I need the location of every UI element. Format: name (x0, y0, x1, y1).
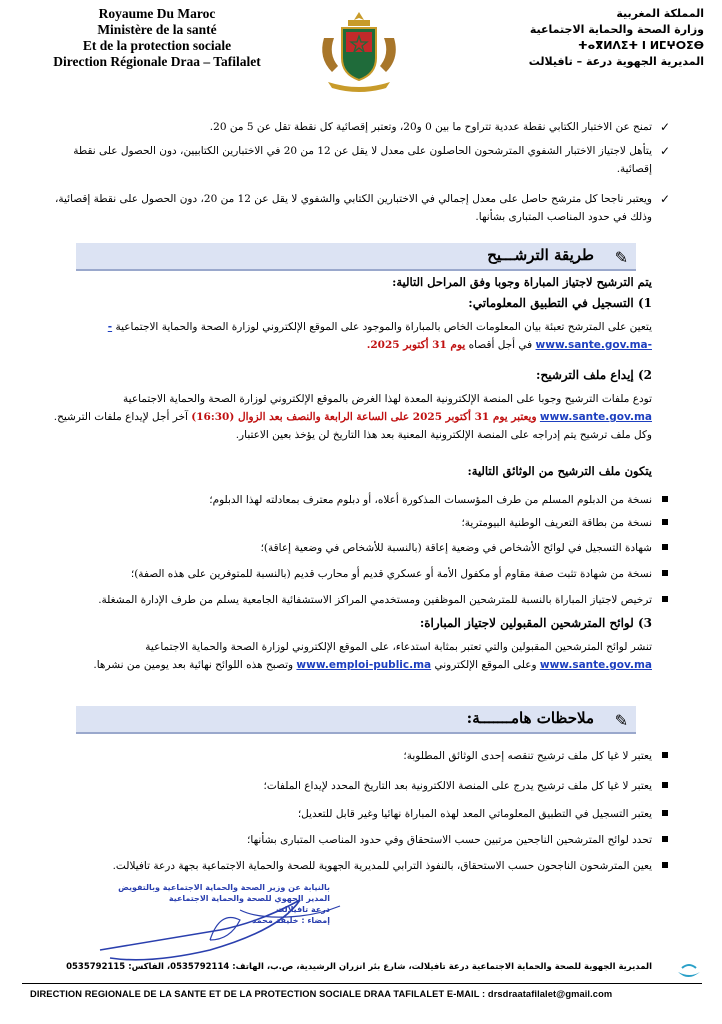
signature-line: إمضاء : خليفة محمد (252, 916, 330, 925)
step-number: 3) (637, 616, 652, 630)
square-bullet-icon (662, 752, 668, 758)
document-text: ترخيص لاجتياز المباراة بالنسبة للمترشحين الموظفين ومستخدمي المراكز الاستشفائية الجامعية يسلم من طرف الإدارة المشغلة. (98, 594, 652, 606)
document-text: نسخة من الدبلوم المسلم من طرف المؤسسات المذكورة أعلاه، أو دبلوم معترف بمعادلته لهذا الدبلوم؛ (209, 494, 652, 506)
square-bullet-icon (662, 836, 668, 842)
rule-item (52, 142, 670, 178)
sante-link[interactable]: www.sante.gov.ma (539, 411, 652, 423)
rule-text: يتأهل لاجتياز الاختبار الشفوي المترشحون الحاصلون على معدل لا يقل عن 12 من 20 في الاختبارين الكتابيين، دون الحصول على نقطة إقصائية. (73, 145, 652, 175)
note-text: يعتبر التسجيل في التطبيق المعلوماتي المعد لهذه المباراة نهائيا وغير قابل للتعديل؛ (297, 808, 652, 820)
header-fr-line: Ministère de la santé (97, 22, 217, 37)
footer-divider (22, 983, 702, 984)
step1-body (52, 318, 652, 354)
square-bullet-icon (662, 519, 668, 525)
document-item (52, 540, 652, 556)
moroccan-coat-of-arms-icon (312, 8, 406, 94)
rule-item (52, 118, 670, 136)
header-ar-line: وزارة الصحة والحماية الاجتماعية (529, 23, 704, 36)
step-text: وتصبح هذه اللوائح نهائية بعد يومين من نشرها. (93, 659, 294, 671)
square-bullet-icon (662, 810, 668, 816)
document-item (52, 515, 652, 531)
section-title: ملاحظات هامـــــــة: (466, 709, 594, 727)
document-text: نسخة من بطاقة التعريف الوطنية البيومترية؛ (461, 517, 652, 529)
header-french (22, 6, 292, 70)
step-text: تودع ملفات الترشيح وجوبا على المنصة الإلكترونية المعدة لهذا الغرض بالموقع الإلكتروني لوزارة الصحة والحماية الاجتماعية (123, 393, 652, 405)
signature-stamp (100, 882, 330, 926)
step-title: لوائح المترشحين المقبولين لاجتياز المباراة: (419, 616, 634, 630)
note-text: يعتبر لا غيا كل ملف ترشيح تنقصه إحدى الوثائق المطلوبة؛ (403, 750, 652, 762)
rule-text: ويعتبر ناجحا كل مترشح حاصل على معدل إجمالي في الاختبارين الكتابي والشفوي لا يقل عن 12 من 20، دون الحصول على نقطة إقصائية، وذلك في حدود المناصب المتبارى بشأنها. (54, 193, 652, 223)
note-item (52, 858, 652, 874)
emploi-public-link[interactable]: www.emploi-public.ma (296, 659, 432, 671)
square-bullet-icon (662, 570, 668, 576)
note-item (52, 832, 652, 848)
footer-arabic-address: المديرية الجهوية للصحة والحماية الاجتماعية درعة تافيلالت، شارع بئر انزران الرشيدية، ص.ب، الهاتف: 0535792114، الفاكس: 0535792115 (66, 962, 652, 972)
deadline-text: يوم 31 أكتوبر 2025. (366, 339, 466, 351)
document-item (52, 492, 652, 508)
section-banner-candidacy (76, 243, 636, 271)
square-bullet-icon (662, 782, 668, 788)
square-bullet-icon (662, 496, 668, 502)
header-fr-line: Royaume Du Maroc (98, 6, 216, 21)
document-text: شهادة التسجيل في لوائح الأشخاص في وضعية إعاقة (بالنسبة للأشخاص في وضعية إعاقة)؛ (260, 542, 652, 554)
document-item (52, 592, 652, 608)
check-icon: ✓ (659, 120, 670, 134)
note-text: تحدد لوائح المترشحين الناجحين مرتبين حسب الاستحقاق وفي حدود المناصب المتبارى بشأنها؛ (247, 834, 652, 846)
section-banner-notes (76, 706, 636, 734)
note-item (52, 806, 652, 822)
step-text: آخر أجل لإيداع ملفات الترشيح. وكل ملف ترشيح يتم إدراجه على المنصة الإلكترونية المعنية بعد هذا التاريخ لن يؤخذ بعين الاعتبار. (53, 411, 652, 441)
documents-heading: يتكون ملف الترشيح من الوثائق التالية: (467, 464, 652, 478)
header-ar-line: المديرية الجهوية درعة – تافيلالت (528, 55, 704, 68)
candidacy-intro: يتم الترشيح لاجتياز المباراة وجوبا وفق المراحل التالية: (392, 275, 652, 289)
check-icon: ✓ (659, 192, 670, 206)
step3-body (52, 638, 652, 674)
header-fr-line: Et de la protection sociale (82, 38, 232, 53)
step1-heading (52, 294, 652, 312)
signature-line: بالنيابة عن وزير الصحة والحماية الاجتماعية وبالتفويض (118, 883, 330, 892)
deadline-text: ويعتبر يوم 31 أكتوبر 2025 على الساعة الرابعة والنصف بعد الزوال (16:30) (191, 411, 537, 423)
document-item (52, 566, 652, 582)
step-number: 2) (637, 368, 652, 382)
rule-item (52, 190, 670, 226)
step-title: إيداع ملف الترشيح: (536, 368, 634, 382)
step-text: يتعين على المترشح تعبئة بيان المعلومات الخاص بالمباراة والموجود على الموقع الإلكتروني لوزارة الصحة والحماية الاجتماعية (115, 321, 652, 333)
check-icon: ✓ (659, 144, 670, 158)
document-text: نسخة من شهادة تثبت صفة مقاوم أو مكفول الأمة أو عسكري قديم أو محارب قديم (بالنسبة للمتوفرين على هذه الصفة)؛ (130, 568, 652, 580)
sante-link[interactable]: -www.sante.gov.ma- (107, 321, 652, 351)
step-text: تنشر لوائح المترشحين المقبولين والتي تعتبر بمثابة استدعاء، على الموقع الإلكتروني لوزارة الصحة والحماية الاجتماعية (145, 641, 652, 653)
square-bullet-icon (662, 596, 668, 602)
signature-line: المدير الجهوي للصحة والحماية الاجتماعية (168, 894, 330, 903)
step2-heading (52, 366, 652, 384)
square-bullet-icon (662, 862, 668, 868)
pen-icon: ✎ (614, 248, 628, 267)
footer-french-contact: DIRECTION REGIONALE DE LA SANTE ET DE LA PROTECTION SOCIALE DRAA TAFILALET E-MAIL : drsdraatafilalet@gmail.com (30, 989, 613, 999)
note-text: يعين المترشحون الناجحون حسب الاستحقاق، بالنفوذ الترابي للمديرية الجهوية للصحة والحماية الاجتماعية بجهة درعة تافيلالت. (112, 860, 652, 872)
crescent-logo-icon (672, 956, 706, 984)
header-ar-line: ⵜⴰⴳⵍⴷⵉⵜ ⵏ ⵍⵎⵖⵔⵉⴱ (577, 39, 704, 52)
note-item (52, 748, 652, 764)
header-fr-line: Direction Régionale Draa – Tafilalet (53, 54, 261, 69)
header-arabic (474, 6, 704, 70)
step2-body (52, 390, 652, 444)
section-title: طريقة الترشـــيح (487, 246, 594, 264)
square-bullet-icon (662, 544, 668, 550)
step3-heading (52, 614, 652, 632)
header-ar-line: المملكة المغربية (616, 7, 704, 20)
step-number: 1) (637, 296, 652, 310)
pen-icon: ✎ (614, 711, 628, 730)
step-text: وعلى الموقع الإلكتروني (434, 659, 537, 671)
note-text: يعتبر لا غيا كل ملف ترشيح يدرج على المنصة الالكترونية بعد التاريخ المحدد لإيداع الملفات؛ (263, 780, 652, 792)
rule-text: تمنح عن الاختبار الكتابي نقطة عددية تتراوح ما بين 0 و20، وتعتبر إقصائية كل نقطة تقل عن 5 من 20. (209, 121, 652, 133)
note-item (52, 778, 652, 794)
step-title: التسجيل في التطبيق المعلوماتي: (468, 296, 634, 310)
signature-line: درعة تافيلالت (276, 905, 330, 914)
sante-link[interactable]: www.sante.gov.ma (539, 659, 652, 671)
step-text: في أجل أقصاه (468, 339, 533, 351)
